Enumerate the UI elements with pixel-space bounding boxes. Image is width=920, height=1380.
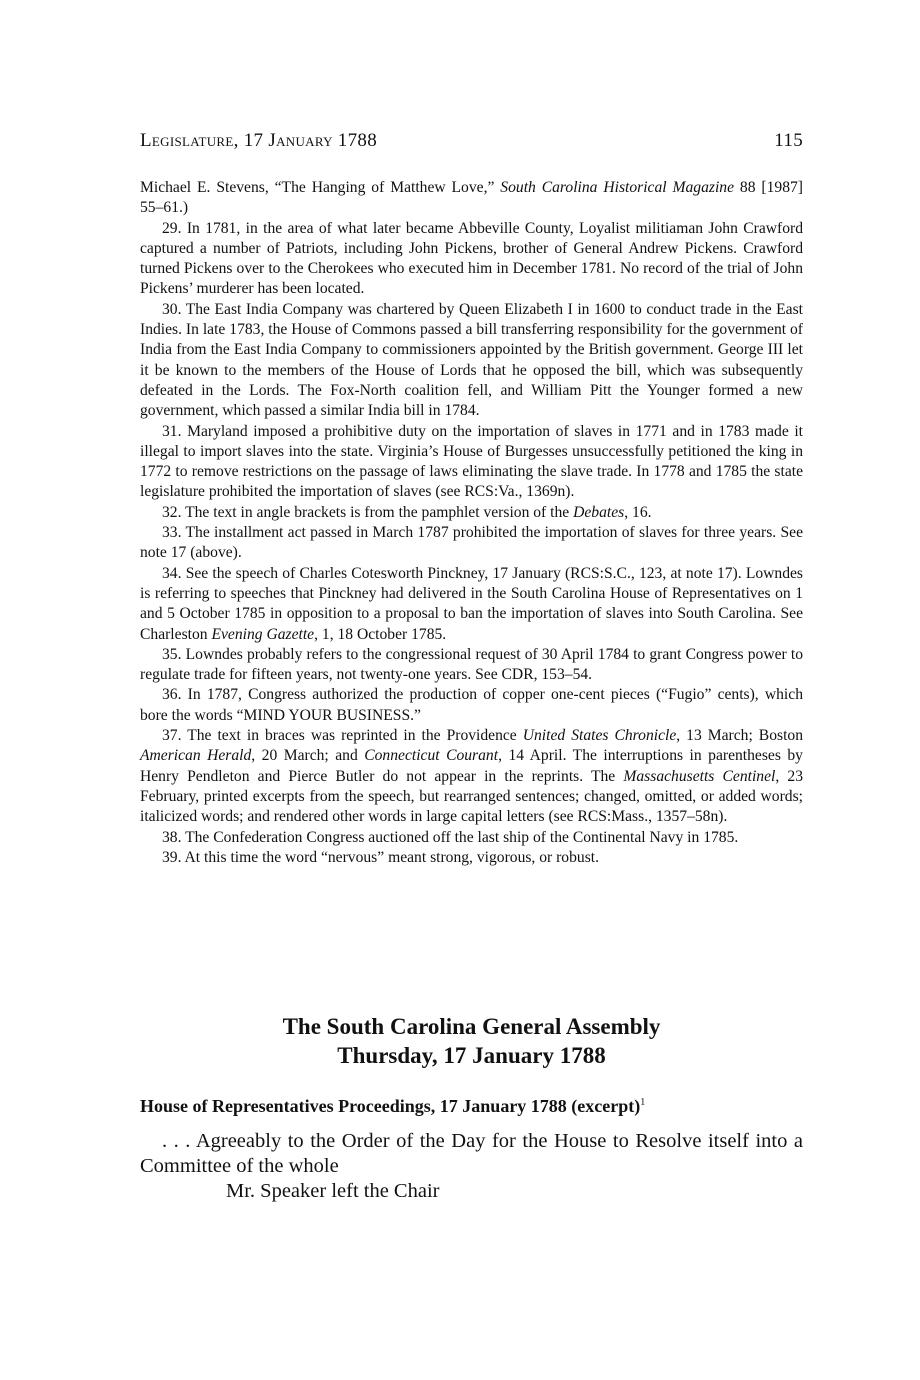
endnotes: [140, 178, 803, 868]
note-38: 38. The Confederation Congress auctioned off the last ship of the Continental Navy in 1785.: [162, 828, 739, 846]
note-36: 36. In 1787, Congress authorized the production of copper one-cent pieces (“Fugio” cents), which bore the words “MIND YOUR BUSINESS.”: [140, 686, 803, 724]
note-30: 30. The East India Company was chartered by Queen Elizabeth I in 1600 to conduct trade in the East Indies. In late 1783, the House of Commons passed a bill transferring responsibility for the government of India from the East India Company to commissioners appointed by the British government. George III let it be known to the members of the House of Lords that he opposed the bill, which was subsequently defeated in the Lords. The Fox-North coalition fell, and William Pitt the Younger formed a new government, which passed a similar India bill in 1784.: [140, 300, 803, 420]
proceedings-heading: House of Representatives Proceedings, 17 January 1788 (excerpt)$^1$: [140, 1096, 646, 1116]
proceedings-speaker-line: Mr. Speaker left the Chair: [226, 1180, 440, 1202]
note-39: 39. At this time the word “nervous” meant strong, vigorous, or robust.: [162, 848, 599, 866]
note-32: 32. The text in angle brackets is from the pamphlet version of the Debates, 16.: [162, 503, 652, 521]
proceedings-paragraph: . . . Agreeably to the Order of the Day for the House to Resolve itself into a Committee of the whole: [140, 1130, 803, 1177]
note-29: 29. In 1781, in the area of what later became Abbeville County, Loyalist militiaman John Crawford captured a number of Patriots, including John Pickens, brother of General Andrew Pickens. Crawford turned Pickens over to the Cherokees who executed him in December 1781. No record of the trial of John Pickens’ murderer has been located.: [140, 219, 803, 298]
note-34: 34. See the speech of Charles Cotesworth Pinckney, 17 January (RCS:S.C., 123, at note 17). Lowndes is referring to speeches that Pinckney had delivered in the South Carolina House of Representatives on 1 and 5 October 1785 in opposition to a proposal to ban the importation of slaves into South Carolina. See Charleston Evening Gazette, 1, 18 October 1785.: [140, 564, 803, 643]
running-title: Legislature, 17 January 1788: [140, 130, 378, 151]
note-33: 33. The installment act passed in March 1787 prohibited the importation of slaves for three years. See note 17 (above).: [140, 524, 803, 562]
section-title-line-1: The South Carolina General Assembly: [282, 1014, 661, 1039]
section-title-line-2: Thursday, 17 January 1788: [337, 1043, 606, 1068]
proceedings-body: [140, 1129, 803, 1204]
note-37: 37. The text in braces was reprinted in the Providence United States Chronicle, 13 March; Boston American Herald, 20 March; and Connecticut Courant, 14 April. The interruptions in parentheses by Henry Pendleton and Pierce Butler do not appear in the reprints. The Massachusetts Centinel, 23 February, printed excerpts from the speech, but rearranged sentences; changed, omitted, or added words; italicized words; and rendered other words in large capital letters (see RCS:Mass., 1357–58n).: [140, 727, 803, 826]
note-28-continuation: Michael E. Stevens, “The Hanging of Matthew Love,” South Carolina Historical Magazine 88 [1987] 55–61.): [140, 179, 803, 217]
note-35: 35. Lowndes probably refers to the congressional request of 30 April 1784 to grant Congress power to regulate trade for fifteen years, not twenty-one years. See CDR, 153–54.: [140, 645, 803, 684]
section-title: [140, 1012, 803, 1070]
page-number: 115: [774, 130, 803, 151]
note-31: 31. Maryland imposed a prohibitive duty on the importation of slaves in 1771 and in 1783 made it illegal to import slaves into the state. Virginia’s House of Burgesses unsuccessfully petitioned the king in 1772 to remove restrictions on the passage of laws eliminating the slave trade. In 1778 and 1785 the state legislature prohibited the importation of slaves (see RCS:Va., 1369n).: [140, 422, 803, 501]
footnote-marker: 1: [640, 1097, 646, 1108]
running-head: [140, 130, 803, 152]
